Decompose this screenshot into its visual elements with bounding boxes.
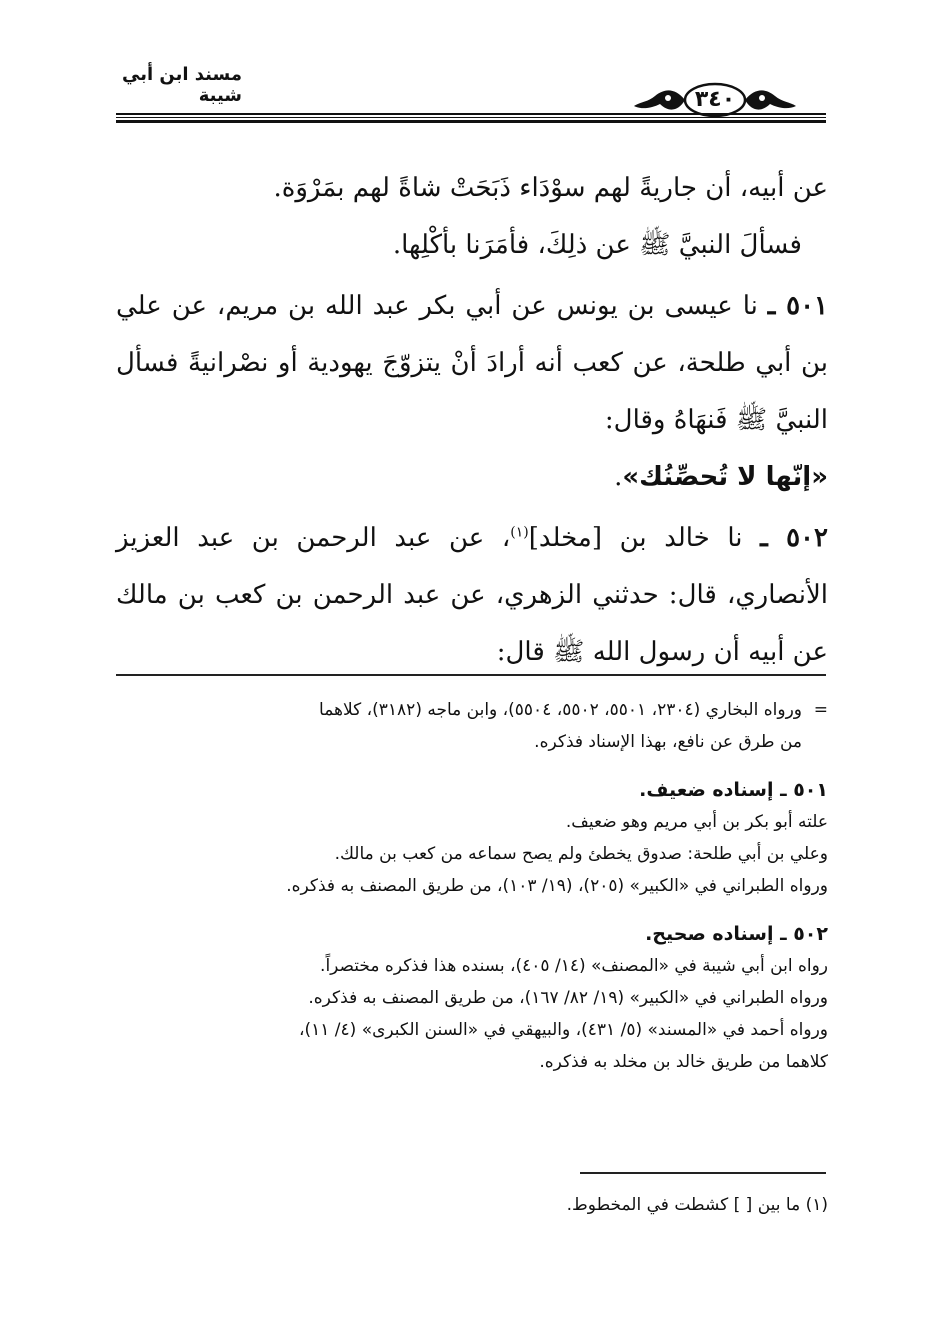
note-501-line-1: علته أبو بكر بن أبي مريم وهو ضعيف. bbox=[565, 812, 828, 832]
note-continuation-text-1: ورواه البخاري (٢٣٠٤، ٥٥٠١، ٥٥٠٢، ٥٥٠٤)، وابن ماجه (٣١٨٢)، كلاهما bbox=[319, 700, 802, 720]
main-line-2: فسألَ النبيَّ ﷺ عن ذلِكَ، فأمَرَنا بأكْلِها. bbox=[392, 230, 802, 260]
footnote-ref-1: (١) bbox=[510, 524, 529, 541]
hadith-501-end: . bbox=[614, 462, 623, 492]
hadith-501-text: نا عيسى بن يونس عن أبي بكر عبد الله بن مريم، عن علي بن أبي طلحة، عن كعب أنه أرادَ أنْ يتزوّجَ يهودية أو نصْرانيةً فسأل النبيَّ ﷺ فَنهَاهُ وقال: bbox=[116, 291, 828, 435]
hadith-501-speech-line bbox=[116, 449, 828, 506]
note-501-line-2: وعلي بن أبي طلحة: صدوق يخطئ ولم يصح سماعه من كعب بن مالك. bbox=[334, 844, 828, 864]
note-continuation-line-1 bbox=[116, 694, 828, 726]
note-502-line-4: كلاهما من طريق خالد بن مخلد به فذكره. bbox=[539, 1052, 828, 1072]
commentary bbox=[116, 694, 828, 1078]
note-502-line-1: رواه ابن أبي شيبة في «المصنف» (١٤/ ٤٠٥)، بسنده هذا فذكره مختصراً. bbox=[320, 956, 828, 976]
hadith-501-number: ٥٠١ ـ bbox=[767, 291, 829, 321]
note-continuation-line-2: من طرق عن نافع، بهذا الإسناد فذكره. bbox=[534, 732, 802, 752]
hadith-501-speech: «إنّها لا تُحصِّنُك» bbox=[622, 462, 828, 492]
hadith-502 bbox=[116, 510, 828, 681]
notes-separator bbox=[116, 674, 826, 676]
hadith-502-number: ٥٠٢ ـ bbox=[760, 523, 828, 553]
note-502 bbox=[116, 918, 828, 1078]
note-502-line-3: ورواه أحمد في «المسند» (٥/ ٤٣١)، والبيهقي في «السنن الكبرى» (٤/ ١١)، bbox=[299, 1020, 828, 1040]
running-title: مسند ابن أبي شيبة bbox=[121, 64, 242, 106]
note-501-line-3: ورواه الطبراني في «الكبير» (٢٠٥)، (١٩/ ١٠٣)، من طريق المصنف به فذكره. bbox=[286, 876, 828, 896]
note-502-heading: ٥٠٢ ـ إسناده صحيح. bbox=[645, 923, 828, 945]
main-text bbox=[116, 160, 828, 681]
page-number: ٣٤٠ bbox=[694, 87, 736, 112]
hadith-502-text-b: ، عن عبد الرحمن بن عبد العزيز الأنصاري، قال: حدثني الزهري، عن عبد الرحمن بن كعب بن مالك عن أبيه أن رسول الله ﷺ قال: bbox=[116, 523, 828, 667]
footnote-separator bbox=[580, 1172, 826, 1174]
note-502-line-2: ورواه الطبراني في «الكبير» (١٩/ ٨٢/ ١٦٧)، من طريق المصنف به فذكره. bbox=[308, 988, 828, 1008]
continuation-mark: = bbox=[813, 700, 828, 720]
hadith-502-text-a: نا خالد بن [مخلد] bbox=[528, 523, 743, 553]
footnote-1: (١) ما بين [ ] كشطت في المخطوط. bbox=[566, 1195, 828, 1215]
main-line-1: عن أبيه، أن جاريةً لهم سوْدَاء ذَبَحَتْ شاةً لهم بمَرْوَة. bbox=[273, 173, 828, 203]
hadith-501 bbox=[116, 278, 828, 449]
note-501 bbox=[116, 774, 828, 902]
note-501-heading: ٥٠١ ـ إسناده ضعيف. bbox=[639, 779, 828, 801]
header-double-rule bbox=[116, 113, 826, 123]
